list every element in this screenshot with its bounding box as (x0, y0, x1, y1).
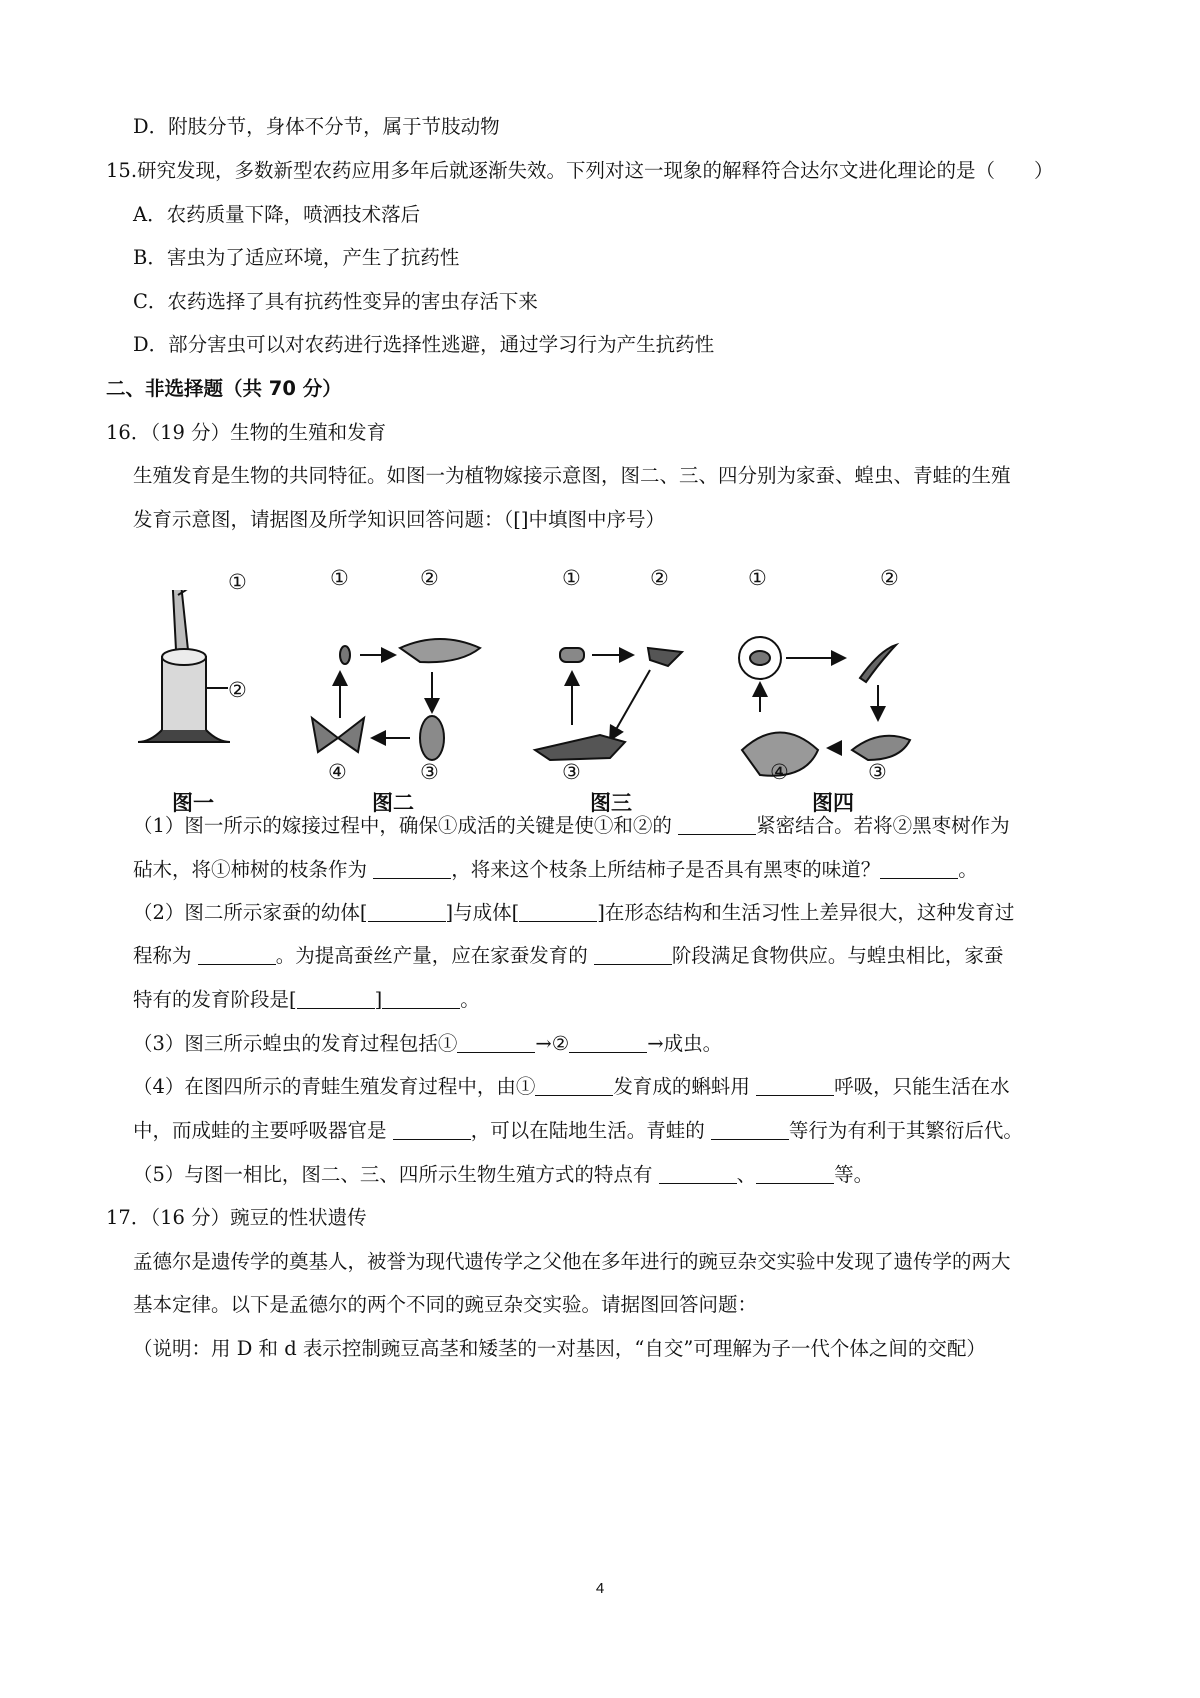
q16-sub2-line2: 程称为 。为提高蚕丝产量，应在家蚕发育的 阶段满足食物供应。与蝗虫相比，家蚕 (133, 944, 1004, 967)
fig2-caption: 图二 (372, 791, 414, 815)
frog-cycle-diagram (739, 637, 910, 776)
q15-option-d: D．部分害虫可以对农药进行选择性逃避，通过学习行为产生抗药性 (133, 333, 715, 356)
fig4-marker-1: ① (748, 566, 767, 590)
q16-intro-line2: 发育示意图，请据图及所学知识回答问题：（[]中填图中序号） (133, 508, 665, 531)
q15-option-b: B．害虫为了适应环境，产生了抗药性 (133, 246, 460, 269)
q15-stem: 15.研究发现，多数新型农药应用多年后就逐渐失效。下列对这一现象的解释符合达尔文进化理论的是（ ） (106, 159, 1054, 182)
answer-blank[interactable] (382, 988, 460, 1009)
fig3-marker-2: ② (650, 566, 669, 590)
answer-blank[interactable] (393, 1119, 471, 1140)
answer-blank[interactable] (594, 944, 672, 965)
fig2-marker-2: ② (420, 566, 439, 590)
fig4-marker-4: ④ (770, 760, 789, 784)
answer-blank[interactable] (756, 1075, 834, 1096)
q15-option-a: A．农药质量下降，喷洒技术落后 (133, 203, 421, 226)
fig4-marker-2: ② (880, 566, 899, 590)
fig1-caption: 图一 (172, 791, 214, 815)
fig2-marker-1: ① (330, 566, 349, 590)
q16-sub1-line2: 砧木，将①柿树的枝条作为 ，将来这个枝条上所结柿子是否具有黑枣的味道？ 。 (133, 858, 978, 881)
answer-blank[interactable] (569, 1032, 647, 1053)
q15-option-c: C．农药选择了具有抗药性变异的害虫存活下来 (133, 290, 538, 313)
fig4-marker-3: ③ (868, 760, 887, 784)
fig1-marker-2: ② (228, 678, 247, 702)
q17-note: （说明：用 D 和 d 表示控制豌豆高茎和矮茎的一对基因，“自交”可理解为子一代个体之间的交配） (133, 1337, 986, 1360)
fig3-caption: 图三 (590, 791, 632, 815)
q16-sub4-line2: 中，而成蛙的主要呼吸器官是 ，可以在陆地生活。青蛙的 等行为有利于其繁衍后代。 (133, 1119, 1023, 1142)
q17-title: 17．（16 分）豌豆的性状遗传 (106, 1206, 367, 1229)
silkworm-cycle-diagram (312, 639, 480, 760)
fig1-marker-1: ① (228, 570, 247, 594)
fig3-marker-3: ③ (562, 760, 581, 784)
q17-intro-line2: 基本定律。以下是孟德尔的两个不同的豌豆杂交实验。请据图回答问题： (133, 1293, 758, 1316)
answer-blank[interactable] (659, 1163, 737, 1184)
answer-blank[interactable] (368, 901, 446, 922)
grafting-diagram (138, 590, 230, 742)
answer-blank[interactable] (756, 1163, 834, 1184)
section-heading: 二、非选择题（共 70 分） (106, 377, 342, 400)
answer-blank[interactable] (373, 858, 451, 879)
q16-sub4-line1: （4）在图四所示的青蛙生殖发育过程中，由① 发育成的蝌蚪用 呼吸，只能生活在水 (133, 1075, 1010, 1098)
fig2-marker-4: ④ (328, 760, 347, 784)
q16-sub5: （5）与图一相比，图二、三、四所示生物生殖方式的特点有 、 等。 (133, 1163, 874, 1186)
q16-sub1-line1: （1）图一所示的嫁接过程中，确保①成活的关键是使①和②的 紧密结合。若将②黑枣树作为 (133, 814, 1010, 837)
q16-sub2-line1: （2）图二所示家蚕的幼体[ ]与成体[ ]在形态结构和生活习性上差异很大，这种发育过 (133, 901, 1015, 924)
q16-intro-line1: 生殖发育是生物的共同特征。如图一为植物嫁接示意图，图二、三、四分别为家蚕、蝗虫、青蛙的生殖 (133, 464, 1011, 487)
answer-blank[interactable] (198, 944, 276, 965)
q17-intro-line1: 孟德尔是遗传学的奠基人，被誉为现代遗传学之父他在多年进行的豌豆杂交实验中发现了遗传学的两大 (133, 1250, 1011, 1273)
q14-option-d: D．附肢分节，身体不分节，属于节肢动物 (133, 115, 500, 138)
answer-blank[interactable] (535, 1075, 613, 1096)
locust-cycle-diagram (535, 648, 682, 760)
page-number: 4 (595, 1580, 605, 1597)
fig4-caption: 图四 (812, 791, 854, 815)
q16-title: 16．（19 分）生物的生殖和发育 (106, 421, 387, 444)
answer-blank[interactable] (457, 1032, 535, 1053)
q16-sub2-line3: 特有的发育阶段是[ ] 。 (133, 988, 480, 1011)
answer-blank[interactable] (880, 858, 958, 879)
answer-blank[interactable] (678, 814, 756, 835)
fig2-marker-3: ③ (420, 760, 439, 784)
fig3-marker-1: ① (562, 566, 581, 590)
answer-blank[interactable] (297, 988, 375, 1009)
answer-blank[interactable] (711, 1119, 789, 1140)
answer-blank[interactable] (519, 901, 597, 922)
q16-sub3: （3）图三所示蝗虫的发育过程包括① →② →成虫。 (133, 1032, 723, 1055)
